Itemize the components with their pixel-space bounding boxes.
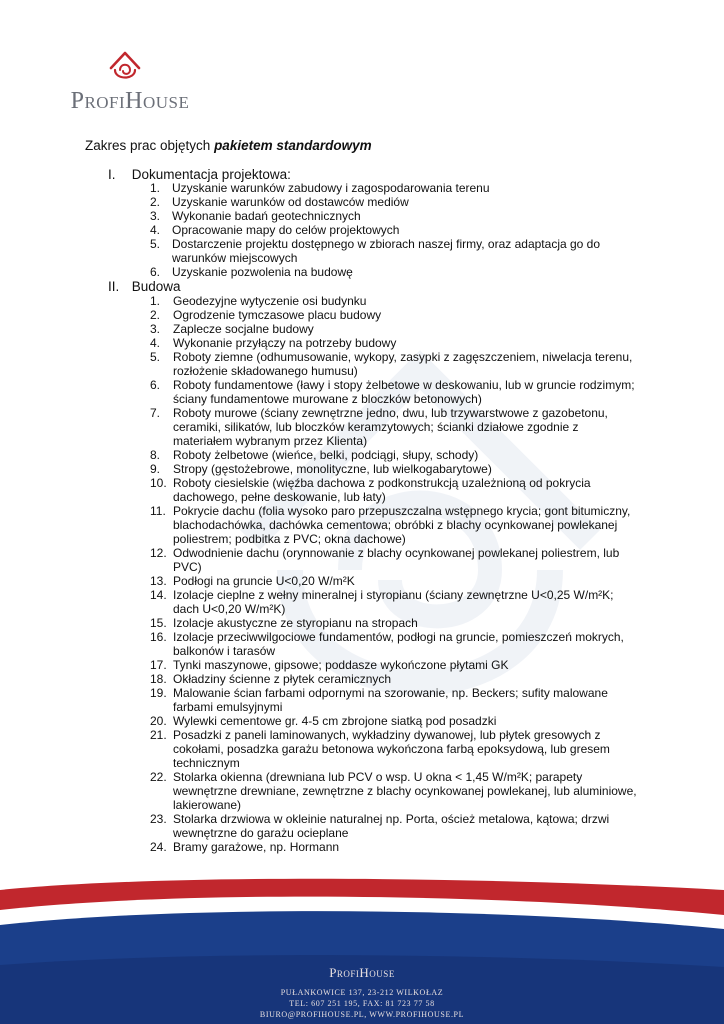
list-item-text: Izolacje akustyczne ze styropianu na stropach xyxy=(173,616,418,630)
list-item-number: 13. xyxy=(150,574,167,588)
intro-emphasis: pakietem standardowym xyxy=(214,138,372,153)
list-item xyxy=(150,265,640,279)
section-heading-2 xyxy=(108,279,181,294)
footer-email-web: BIURO@PROFIHOUSE.PL, WWW.PROFIHOUSE.PL xyxy=(259,1010,465,1019)
list-item-number: 1. xyxy=(150,294,161,308)
list-item xyxy=(150,672,640,686)
list-item-text: Posadzki z paneli laminowanych, wykładziny dywanowej, lub płytek gresowych z cokołami, posadzka garażu betonowa wykończona farbą epoksydową, lub gresem technicznym xyxy=(173,728,610,770)
list-item xyxy=(150,812,640,840)
list-item-number: 6. xyxy=(150,265,161,279)
list-item-number: 7. xyxy=(150,406,161,420)
company-logo xyxy=(55,48,205,113)
list-item-text: Opracowanie mapy do celów projektowych xyxy=(172,223,400,237)
list-item-number: 4. xyxy=(150,336,161,350)
list-item-text: Zaplecze socjalne budowy xyxy=(173,322,314,336)
list-item-text: Roboty murowe (ściany zewnętrzne jedno, dwu, lub trzywarstwowe z gazobetonu, ceramiki, silikatów, lub bloczków keramzytowych; ścianki działowe zgodnie z materiałem wybranym przez Klienta) xyxy=(173,406,608,448)
list-item xyxy=(150,322,640,336)
list-item-number: 19. xyxy=(150,686,167,700)
section-1-list xyxy=(150,181,640,279)
list-item-number: 5. xyxy=(150,350,161,364)
list-item-text: Tynki maszynowe, gipsowe; poddasze wykończone płytami GK xyxy=(173,658,509,672)
list-item xyxy=(150,770,640,812)
list-item-number: 3. xyxy=(150,322,161,336)
list-item xyxy=(150,658,640,672)
list-item-number: 3. xyxy=(150,209,161,223)
list-item xyxy=(150,209,640,223)
footer-address: PUŁANKOWICE 137, 23-212 WILKOŁAZ xyxy=(280,988,444,997)
list-item-text: Uzyskanie warunków od dostawców mediów xyxy=(172,195,409,209)
list-item-number: 15. xyxy=(150,616,167,630)
list-item-text: Wylewki cementowe gr. 4-5 cm zbrojone siatką pod posadzki xyxy=(173,714,497,728)
section-2-list xyxy=(150,294,640,854)
list-item-number: 1. xyxy=(150,181,161,195)
list-item-number: 14. xyxy=(150,588,167,602)
logo-wordmark: ProfiHouse xyxy=(70,88,190,114)
list-item-text: Podłogi na gruncie U<0,20 W/m²K xyxy=(173,574,355,588)
list-item-number: 11. xyxy=(150,504,166,518)
list-item-number: 8. xyxy=(150,448,161,462)
list-item-text: Roboty fundamentowe (ławy i stopy żelbetowe w deskowaniu, lub w gruncie rodzimym; ściany fundamentowe murowane z bloczków betonowych) xyxy=(173,378,635,406)
footer-phone: TEL: 607 251 195, FAX: 81 723 77 58 xyxy=(289,999,435,1008)
list-item-number: 22. xyxy=(150,770,167,784)
list-item xyxy=(150,195,640,209)
list-item-number: 16. xyxy=(150,630,167,644)
list-item-text: Izolacje przeciwwilgociowe fundamentów, podłogi na gruncie, pomieszczeń mokrych, balkonów i tarasów xyxy=(173,630,624,658)
list-item xyxy=(150,406,640,448)
footer-contact xyxy=(0,965,724,1020)
list-item-text: Ogrodzenie tymczasowe placu budowy xyxy=(173,308,382,322)
list-item-text: Stropy (gęstożebrowe, monolityczne, lub wielkogabarytowe) xyxy=(173,462,492,476)
house-logo-icon xyxy=(105,48,145,84)
list-item-number: 6. xyxy=(150,378,161,392)
intro-heading xyxy=(85,138,372,153)
list-item xyxy=(150,294,640,308)
list-item xyxy=(150,504,640,546)
list-item-text: Roboty ziemne (odhumusowanie, wykopy, zasypki z zagęszczeniem, niwelacja terenu, rozłożenie składowanego humusu) xyxy=(173,350,633,378)
list-item xyxy=(150,714,640,728)
list-item xyxy=(150,588,640,616)
list-item-number: 17. xyxy=(150,658,167,672)
list-item-number: 2. xyxy=(150,195,161,209)
section-number: I. xyxy=(108,167,116,182)
list-item-number: 4. xyxy=(150,223,161,237)
list-item-text: Stolarka drzwiowa w okleinie naturalnej np. Porta, oścież metalowa, kątowa; drzwi wewnętrzne do garażu ocieplane xyxy=(173,812,610,840)
list-item-text: Roboty żelbetowe (wieńce, belki, podciągi, słupy, schody) xyxy=(173,448,479,462)
list-item xyxy=(150,223,640,237)
list-item-number: 23. xyxy=(150,812,167,826)
list-item-number: 9. xyxy=(150,462,161,476)
list-item xyxy=(150,728,640,770)
list-item-text: Pokrycie dachu (folia wysoko paro przepuszczalna wstępnego krycia; gont bitumiczny, blachodachówka, dachówka cementowa; obróbki z blachy ocynkowanej powlekanej poliestrem; podbitka z PVC; okna dachowe) xyxy=(173,504,631,546)
list-item-number: 10. xyxy=(150,476,167,490)
list-item-text: Roboty ciesielskie (więźba dachowa z podkonstrukcją uzależnioną od pokrycia dachowego, pełne deskowanie, lub łaty) xyxy=(173,476,591,504)
list-item xyxy=(150,350,640,378)
list-item xyxy=(150,448,640,462)
list-item-number: 18. xyxy=(150,672,167,686)
list-item xyxy=(150,686,640,714)
list-item-number: 12. xyxy=(150,546,167,560)
list-item xyxy=(150,237,640,265)
section-heading-1 xyxy=(108,167,291,182)
list-item-number: 20. xyxy=(150,714,167,728)
footer-brand: ProfiHouse xyxy=(329,965,395,980)
list-item-text: Wykonanie badań geotechnicznych xyxy=(172,209,361,223)
list-item-text: Izolacje cieplne z wełny mineralnej i styropianu (ściany zewnętrzne U<0,25 W/m²K; dach U<0,20 W/m²K) xyxy=(173,588,614,616)
intro-prefix: Zakres prac objętych xyxy=(85,138,215,153)
section-number: II. xyxy=(108,279,120,294)
list-item-text: Uzyskanie pozwolenia na budowę xyxy=(172,265,353,279)
list-item xyxy=(150,574,640,588)
list-item-number: 2. xyxy=(150,308,161,322)
list-item-text: Wykonanie przyłączy na potrzeby budowy xyxy=(173,336,397,350)
section-title: Budowa xyxy=(131,279,181,294)
list-item-number: 5. xyxy=(150,237,161,251)
list-item-text: Geodezyjne wytyczenie osi budynku xyxy=(173,294,367,308)
list-item-text: Bramy garażowe, np. Hormann xyxy=(173,840,340,854)
list-item-text: Malowanie ścian farbami odpornymi na szorowanie, np. Beckers; sufity malowane farbami emulsyjnymi xyxy=(173,686,608,714)
list-item xyxy=(150,840,640,854)
list-item xyxy=(150,476,640,504)
section-title: Dokumentacja projektowa: xyxy=(131,167,291,182)
list-item-text: Odwodnienie dachu (orynnowanie z blachy ocynkowanej powlekanej poliestrem, lub PVC) xyxy=(173,546,620,574)
list-item-number: 24. xyxy=(150,840,167,854)
list-item xyxy=(150,181,640,195)
list-item-text: Dostarczenie projektu dostępnego w zbiorach naszej firmy, oraz adaptacja go do warunków miejscowych xyxy=(172,237,601,265)
list-item-number: 21. xyxy=(150,728,167,742)
list-item-text: Uzyskanie warunków zabudowy i zagospodarowania terenu xyxy=(172,181,490,195)
list-item xyxy=(150,546,640,574)
list-item xyxy=(150,308,640,322)
list-item-text: Okładziny ścienne z płytek ceramicznych xyxy=(173,672,392,686)
list-item xyxy=(150,378,640,406)
list-item xyxy=(150,616,640,630)
list-item xyxy=(150,462,640,476)
list-item xyxy=(150,630,640,658)
list-item-text: Stolarka okienna (drewniana lub PCV o wsp. U okna < 1,45 W/m²K; parapety wewnętrzne drewniane, zewnętrzne z blachy ocynkowanej powlekanej, lub aluminiowe, lakierowane) xyxy=(173,770,637,812)
list-item xyxy=(150,336,640,350)
